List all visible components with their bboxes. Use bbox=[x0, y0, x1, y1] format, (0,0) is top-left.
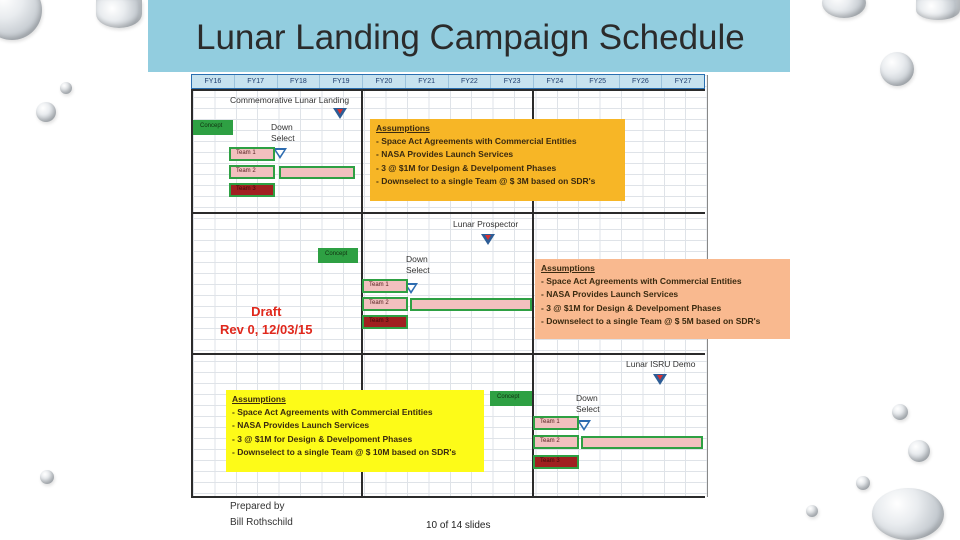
team3-bar: Team 3 bbox=[229, 183, 275, 197]
fy-header-cell: FY17 bbox=[235, 75, 278, 88]
prepared-by bbox=[230, 499, 293, 531]
section-divider bbox=[191, 496, 705, 498]
team2-extension-bar bbox=[410, 298, 532, 311]
fy-header-cell: FY21 bbox=[406, 75, 449, 88]
team2-extension-bar bbox=[279, 166, 355, 179]
assumption-item: - 3 @ $1M for Design & Develpoment Phases bbox=[541, 302, 722, 313]
assumption-item: - NASA Provides Launch Services bbox=[376, 149, 514, 160]
team3-bar: Team 3 bbox=[362, 315, 408, 329]
assumption-item: - Space Act Agreements with Commercial Entities bbox=[376, 136, 577, 147]
author-name: Bill Rothschild bbox=[230, 517, 293, 528]
assumptions-heading: Assumptions bbox=[376, 123, 430, 133]
fy-header-cell: FY22 bbox=[449, 75, 492, 88]
revision-label: Rev 0, 12/03/15 bbox=[220, 322, 313, 338]
title-bar bbox=[148, 0, 790, 72]
slide-number: 10 of 14 slides bbox=[426, 520, 491, 531]
assumption-item: - Downselect to a single Team @ $ 10M based on SDR's bbox=[232, 446, 457, 457]
assumption-item: - Downselect to a single Team @ $ 5M based on SDR's bbox=[541, 315, 761, 326]
team2-bar: Team 2 bbox=[533, 435, 579, 449]
fy-header-cell: FY20 bbox=[363, 75, 406, 88]
team1-bar: Team 1 bbox=[533, 416, 579, 430]
decorative-bubble bbox=[916, 0, 960, 20]
assumptions-box bbox=[535, 259, 790, 339]
milestone-marker bbox=[333, 108, 347, 119]
section-divider bbox=[191, 212, 705, 214]
decorative-bubble bbox=[40, 470, 54, 484]
milestone-label: Lunar Prospector bbox=[453, 219, 519, 229]
decorative-bubble bbox=[0, 0, 42, 40]
assumption-item: - NASA Provides Launch Services bbox=[232, 420, 370, 431]
decorative-bubble bbox=[806, 505, 818, 517]
decorative-bubble bbox=[822, 0, 866, 18]
milestone-marker bbox=[481, 234, 495, 245]
draft-label: Draft bbox=[251, 304, 282, 319]
team1-bar: Team 1 bbox=[229, 147, 275, 161]
prepared-by-label: Prepared by bbox=[230, 501, 285, 512]
team2-bar: Team 2 bbox=[362, 297, 408, 311]
concept-bar: Concept bbox=[193, 120, 233, 135]
milestone-marker bbox=[653, 374, 667, 385]
fy-header-cell: FY24 bbox=[534, 75, 577, 88]
concept-bar: Concept bbox=[318, 248, 358, 263]
downselect-label: Down Select bbox=[406, 254, 430, 275]
fy-header-cell: FY25 bbox=[577, 75, 620, 88]
team1-bar: Team 1 bbox=[362, 279, 408, 293]
assumptions-box bbox=[226, 390, 484, 472]
slide bbox=[148, 0, 790, 533]
fy-header-cell: FY18 bbox=[278, 75, 321, 88]
decorative-bubble bbox=[60, 82, 72, 94]
section-divider bbox=[191, 89, 705, 91]
assumptions-box bbox=[370, 119, 625, 201]
assumption-item: - Downselect to a single Team @ $ 3M based on SDR's bbox=[376, 175, 596, 186]
fiscal-year-header bbox=[191, 74, 705, 89]
fy-header-cell: FY23 bbox=[491, 75, 534, 88]
team2-extension-bar bbox=[581, 436, 703, 449]
assumptions-heading: Assumptions bbox=[541, 263, 595, 273]
milestone-label: Commemorative Lunar Landing bbox=[230, 95, 350, 105]
fy-header-cell: FY16 bbox=[192, 75, 235, 88]
fy-header-cell: FY27 bbox=[674, 78, 692, 85]
assumption-item: - 3 @ $1M for Design & Develpoment Phases bbox=[376, 162, 557, 173]
decorative-bubble bbox=[892, 404, 908, 420]
milestone-label: Lunar ISRU Demo bbox=[626, 359, 696, 369]
draft-stamp bbox=[220, 303, 313, 339]
decorative-bubble bbox=[36, 102, 56, 122]
concept-bar: Concept bbox=[490, 391, 532, 406]
fy-header-cell: FY19 bbox=[320, 75, 363, 88]
downselect-label: Down Select bbox=[576, 393, 600, 414]
decorative-bubble bbox=[872, 488, 944, 540]
team3-bar: Team 3 bbox=[533, 455, 579, 469]
downselect-marker bbox=[577, 420, 591, 431]
fy-header-cell: FY26 bbox=[620, 75, 663, 88]
decorative-bubble bbox=[908, 440, 930, 462]
assumption-item: - Space Act Agreements with Commercial Entities bbox=[232, 407, 433, 418]
assumption-item: - 3 @ $1M for Design & Develpoment Phases bbox=[232, 433, 413, 444]
assumption-item: - Space Act Agreements with Commercial Entities bbox=[541, 276, 742, 287]
downselect-marker bbox=[273, 148, 287, 159]
team2-bar: Team 2 bbox=[229, 165, 275, 179]
decorative-bubble bbox=[880, 52, 914, 86]
assumptions-heading: Assumptions bbox=[232, 394, 286, 404]
downselect-label: Down Select bbox=[271, 122, 295, 143]
decorative-bubble bbox=[96, 0, 142, 28]
slide-title: Lunar Landing Campaign Schedule bbox=[196, 18, 745, 57]
assumption-item: - NASA Provides Launch Services bbox=[541, 289, 679, 300]
decorative-bubble bbox=[856, 476, 870, 490]
section-divider bbox=[191, 353, 705, 355]
